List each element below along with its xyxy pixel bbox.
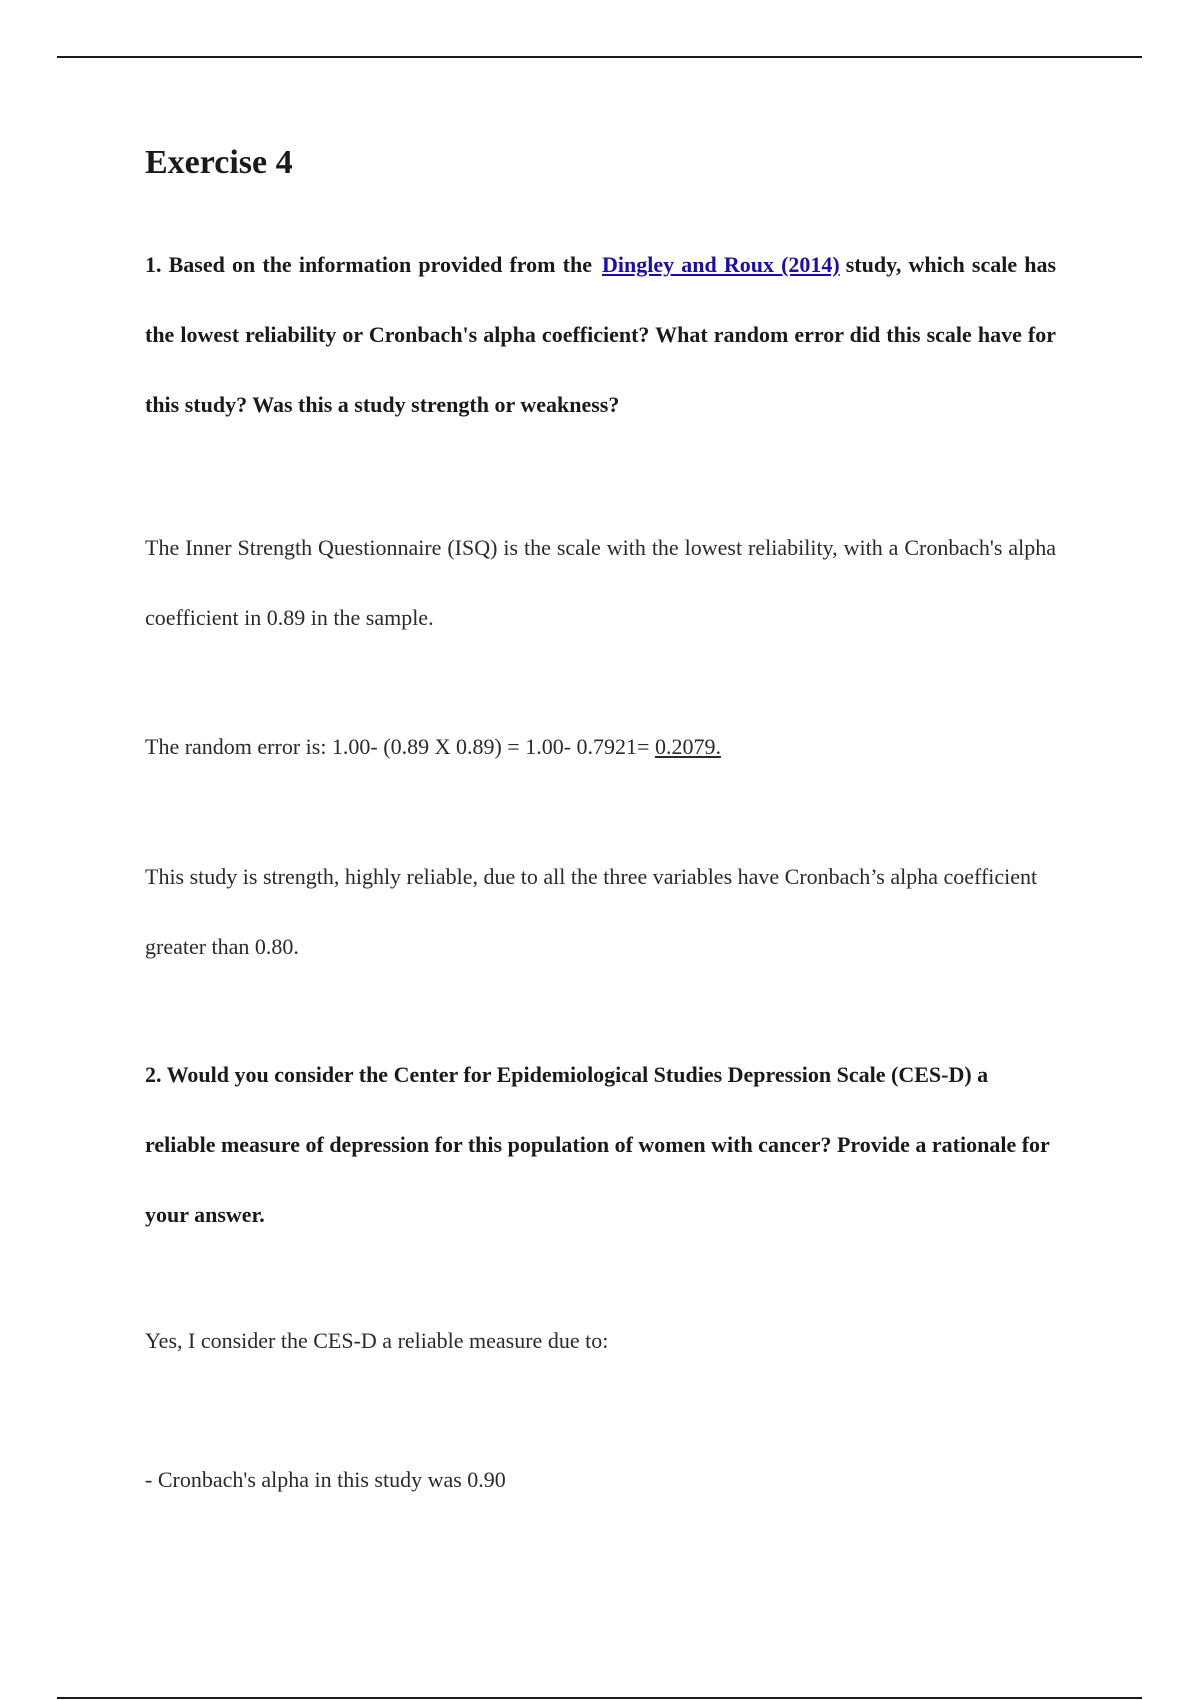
question-1-prefix: 1. Based on the information provided from the — [145, 252, 592, 277]
answer-1-random-error — [145, 712, 1056, 782]
top-rule — [57, 56, 1142, 58]
page-title: Exercise 4 — [145, 144, 293, 181]
citation-link[interactable]: Dingley and Roux (2014) — [601, 252, 840, 277]
answer-1-paragraph-isq: The Inner Strength Questionnaire (ISQ) is the scale with the lowest reliability, with a Cronbach's alpha coefficient in 0.89 in the sample. — [145, 535, 1056, 630]
question-2: 2. Would you consider the Center for Epidemiological Studies Depression Scale (CES-D) a reliable measure of depression for this population of women with cancer? Provide a rationale for your answer. — [145, 1062, 1050, 1227]
random-error-result: 0.2079. — [654, 734, 721, 759]
answer-2-intro: Yes, I consider the CES-D a reliable measure due to: — [145, 1328, 609, 1353]
random-error-formula: The random error is: 1.00- (0.89 X 0.89) = 1.00- 0.7921= — [145, 734, 650, 759]
answer-2-bullet: - Cronbach's alpha in this study was 0.90 — [145, 1467, 506, 1492]
answer-1-strength: This study is strength, highly reliable, due to all the three variables have Cronbach’s alpha coefficient greater than 0.80. — [145, 864, 1038, 959]
bottom-rule — [57, 1697, 1142, 1699]
question-1-suffix: study, which scale has the lowest reliability or Cronbach's alpha coefficient? What random error did this scale have for this study? Was this a study strength or weakness? — [145, 252, 1057, 417]
question-1 — [145, 230, 1056, 440]
